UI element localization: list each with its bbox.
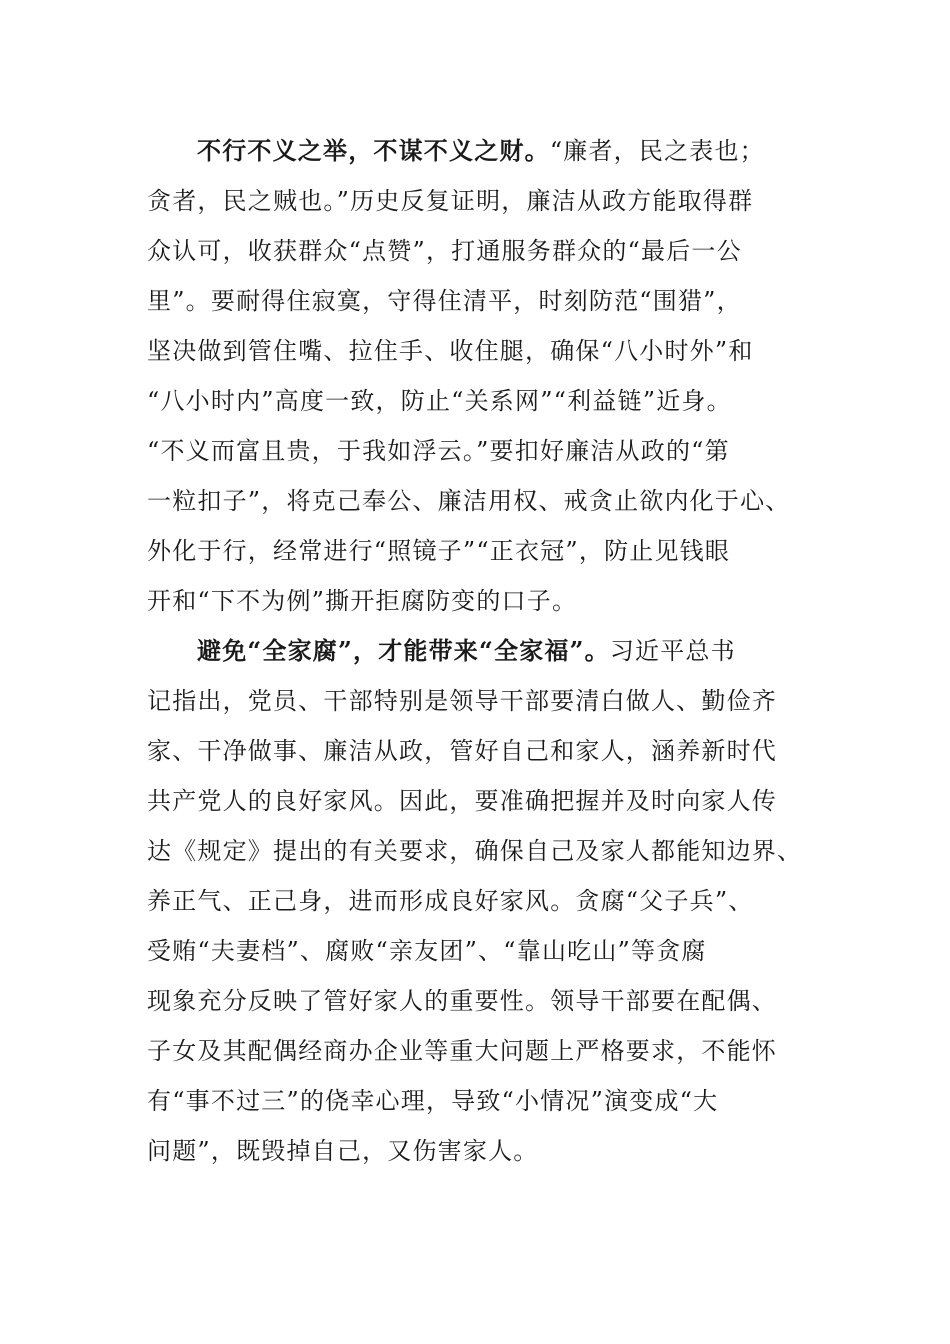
text-line: 问题”，既毁掉自己，又伤害家人。 [147, 1137, 539, 1165]
text-line: 坚决做到管住嘴、拉住手、收住腿，确保“八小时外”和 [147, 337, 754, 365]
paragraph-1 [147, 126, 807, 626]
text-line: 记指出，党员、干部特别是领导干部要清白做人、勤俭齐 [147, 687, 777, 715]
text-line: “八小时内”高度一致，防止“关系网”“利益链”近身。 [147, 387, 732, 415]
text-line: 受贿“夫妻档”、腐败“亲友团”、“靠山吃山”等贪腐 [147, 937, 707, 965]
text-line: 里”。要耐得住寂寞，守得住清平，时刻防范“围猎”， [147, 287, 742, 315]
text-line: 共产党人的良好家风。因此，要准确把握并及时向家人传 [147, 787, 777, 815]
text-line: 开和“下不为例”撕开拒腐防变的口子。 [147, 587, 578, 615]
text-line: 外化于行，经常进行“照镜子”“正衣冠”，防止见钱眼 [147, 537, 731, 565]
text-line: 众认可，收获群众“点赞”，打通服务群众的“最后一公 [147, 237, 742, 265]
text-line: 现象充分反映了管好家人的重要性。领导干部要在配偶、 [147, 987, 777, 1015]
paragraph-lead-bold: 避免“全家腐”，才能带来“全家福”。 [197, 636, 610, 665]
text-line [147, 126, 807, 176]
paragraph-text: “廉者，民之表也； [549, 137, 765, 165]
text-line: 达《规定》提出的有关要求，确保自己及家人都能知边界、 [147, 837, 803, 865]
text-line: 子女及其配偶经商办企业等重大问题上严格要求，不能怀 [147, 1037, 777, 1065]
paragraph-2 [147, 626, 807, 1176]
text-line [147, 626, 807, 676]
paragraph-text: 习近平总书 [609, 637, 736, 665]
article-body [147, 126, 807, 1176]
text-line: 家、干净做事、廉洁从政，管好自己和家人，涵养新时代 [147, 737, 777, 765]
text-line: 养正气、正己身，进而形成良好家风。贪腐“父子兵”、 [147, 887, 754, 915]
text-line: 贪者，民之贼也。”历史反复证明，廉洁从政方能取得群 [147, 187, 754, 215]
paragraph-lead-bold: 不行不义之举，不谋不义之财。 [197, 136, 550, 165]
text-line: “不义而富且贵，于我如浮云。”要扣好廉洁从政的“第 [147, 437, 730, 465]
text-line: 一粒扣子”，将克己奉公、廉洁用权、戒贪止欲内化于心、 [147, 487, 791, 515]
text-line: 有“事不过三”的侥幸心理，导致“小情况”演变成“大 [147, 1087, 719, 1115]
